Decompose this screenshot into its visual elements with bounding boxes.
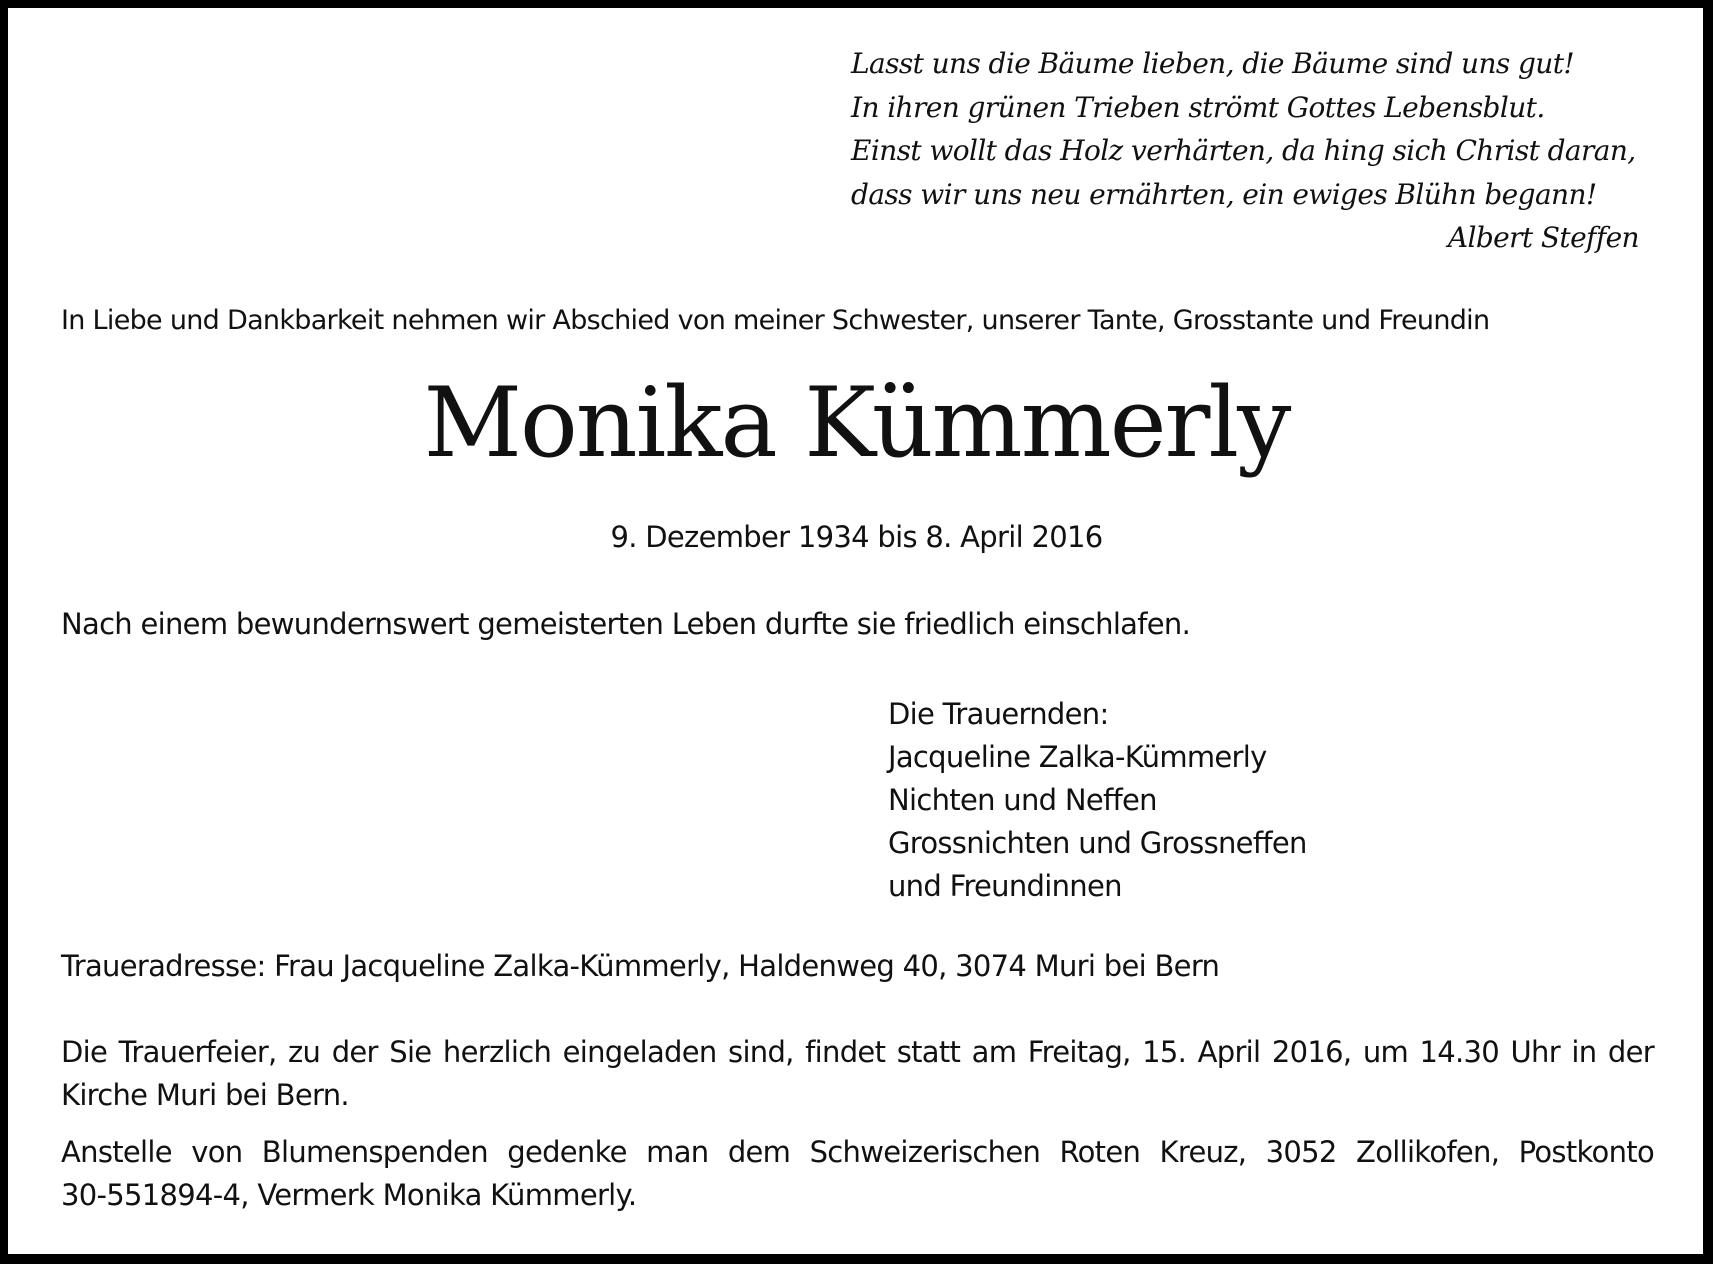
mourning-address: Traueradresse: Frau Jacqueline Zalka-Kümmerly, Haldenweg 40, 3074 Muri bei Bern [61, 949, 1220, 983]
ceremony-line: Kirche Muri bei Bern. [61, 1078, 349, 1112]
mourner-entry: und Freundinnen [888, 869, 1122, 903]
donation-line: 30-551894-4, Vermerk Monika Kümmerly. [61, 1178, 637, 1212]
mourners-heading: Die Trauernden: [888, 697, 1109, 731]
ceremony-paragraph [61, 1031, 1654, 1117]
farewell-text: Nach einem bewundernswert gemeisterten Leben durfte sie friedlich einschlafen. [61, 607, 1191, 641]
donation-line: Anstelle von Blumenspenden gedenke man dem Schweizerischen Roten Kreuz, 3052 Zollikofen, Postkonto [61, 1135, 1654, 1169]
donation-paragraph [61, 1131, 1654, 1217]
mourner-entry: Grossnichten und Grossneffen [888, 826, 1307, 860]
intro-text: In Liebe und Dankbarkeit nehmen wir Abschied von meiner Schwester, unserer Tante, Grosstante und Freundin [61, 305, 1490, 336]
poem-line: In ihren grünen Trieben strömt Gottes Lebensblut. [851, 90, 1545, 124]
life-dates: 9. Dezember 1934 bis 8. April 2016 [610, 520, 1103, 554]
mourner-entry: Jacqueline Zalka-Kümmerly [888, 740, 1267, 774]
mourners-list [888, 693, 1307, 908]
poem-author: Albert Steffen [1447, 221, 1639, 254]
poem-line: Einst wollt das Holz verhärten, da hing sich Christ daran, [851, 134, 1636, 167]
poem-line: Lasst uns die Bäume lieben, die Bäume sind uns gut! [851, 47, 1575, 80]
deceased-name: Monika Kümmerly [423, 367, 1290, 479]
poem-line: dass wir uns neu ernährten, ein ewiges Blühn begann! [851, 177, 1597, 211]
mourner-entry: Nichten und Neffen [888, 783, 1157, 817]
poem-block [851, 42, 1651, 254]
ceremony-line: Die Trauerfeier, zu der Sie herzlich eingeladen sind, findet statt am Freitag, 15. April 2016, um 14.30 Uhr in der [61, 1035, 1654, 1069]
